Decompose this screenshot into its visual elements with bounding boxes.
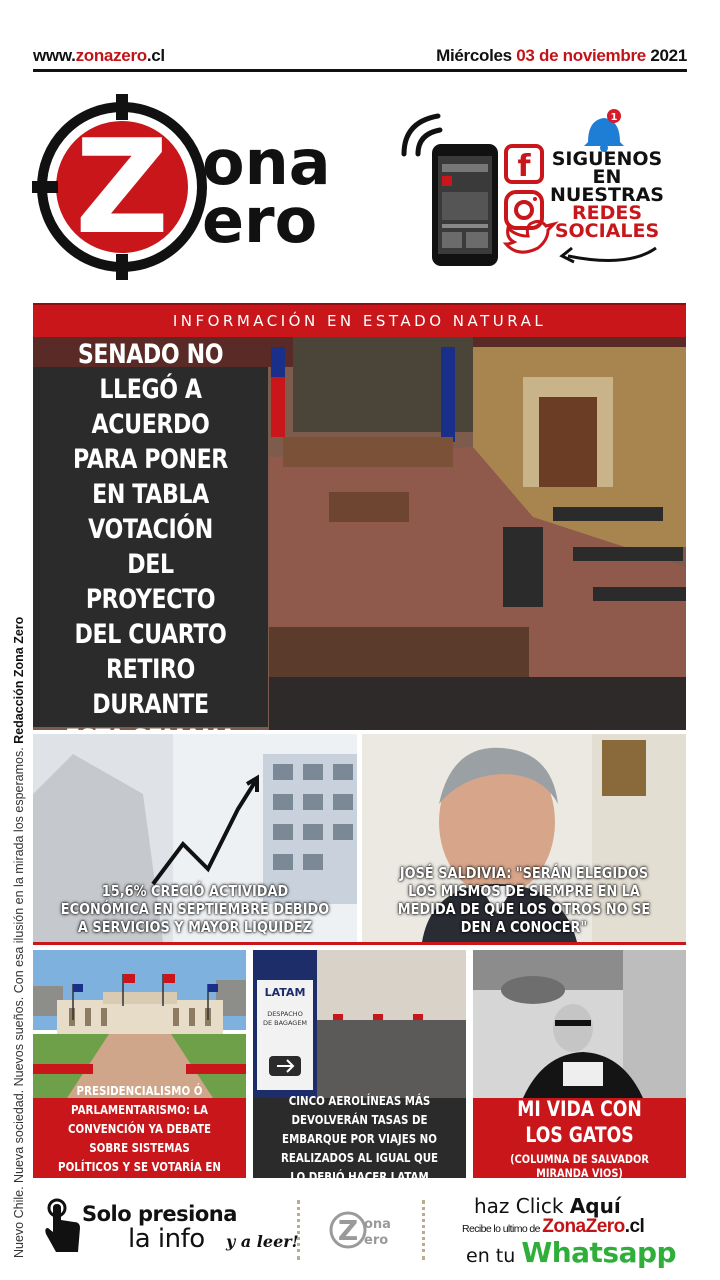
- sidebar-main-text: Nuevo Chile. Nueva sociedad. Nuevos sueños. Con esa ilusión en la mirada los esperamos.: [12, 747, 26, 1258]
- site-url[interactable]: [33, 46, 165, 66]
- vertical-sidebar-text: [12, 617, 26, 1258]
- top-bar: [33, 42, 687, 72]
- latam-sign-line2: DE BAGAGEM: [262, 1019, 308, 1027]
- mini-logo-z: Z: [337, 1214, 359, 1247]
- dotted-divider: [297, 1200, 301, 1260]
- card-presidencialismo[interactable]: [33, 950, 246, 1193]
- solo-presiona-text[interactable]: Solo presiona: [82, 1202, 237, 1226]
- hero-headline[interactable]: SENADO NO LLEGÓ A ACUERDO PARA PONER EN TABLA VOTACIÓN DEL PROYECTO DEL CUARTO RETIRO DURANTE: [73, 339, 228, 720]
- logo-text-ona: ona: [202, 126, 331, 199]
- hero-headline-box: [33, 339, 268, 727]
- social-line2: EN: [592, 166, 622, 188]
- hero-story[interactable]: [33, 337, 686, 730]
- social-promo[interactable]: [398, 108, 688, 278]
- recibe-label: Recibe lo ultimo de: [462, 1223, 540, 1235]
- en-tu-text: en tu: [466, 1245, 516, 1267]
- recibe-text: [462, 1216, 644, 1238]
- date-weekday: Miércoles: [436, 45, 512, 65]
- logo-text-ero: ero: [202, 184, 318, 257]
- story-economy[interactable]: [33, 734, 357, 942]
- whatsapp-cta[interactable]: [466, 1236, 676, 1269]
- svg-text:f: f: [517, 149, 531, 184]
- latam-sign-brand: LATAM: [264, 986, 306, 999]
- aqui-text: Aquí: [569, 1194, 621, 1218]
- arrow-icon: [568, 248, 656, 261]
- tagline-text: INFORMACIÓN EN ESTADO NATURAL: [172, 312, 547, 330]
- tagline-banner: [33, 303, 686, 337]
- saldivia-headline[interactable]: JOSÉ SALDIVIA: "SERÁN ELEGIDOS LOS MISMOS DE SIEMPRE EN LA MEDIDA DE QUE LOS OTROS NO SE DEN A CONOCER": [397, 864, 651, 936]
- site-url-name: zonazero: [75, 45, 147, 65]
- notification-count: 1: [610, 112, 618, 123]
- whatsapp-link[interactable]: Whatsapp: [521, 1236, 677, 1269]
- la-info-text[interactable]: la info: [128, 1224, 205, 1254]
- social-line3: NUESTRAS: [550, 184, 664, 206]
- sidebar-credit: Redacción Zona Zero: [12, 616, 26, 744]
- cat-man-image: [473, 950, 686, 1098]
- card-aerolineas[interactable]: [253, 950, 466, 1184]
- logo-z: Z: [74, 111, 170, 263]
- y-a-leer-text: y a leer!: [226, 1232, 299, 1251]
- hand-pointer-icon: [44, 1198, 82, 1258]
- site-url-prefix: www.: [33, 45, 76, 65]
- zonazero-brand: ZonaZero: [542, 1216, 625, 1237]
- mini-logo-ero: ero: [364, 1233, 389, 1248]
- phone-icon: [432, 144, 498, 266]
- footer: [40, 1192, 690, 1268]
- site-url-suffix: .cl: [146, 45, 165, 65]
- card-gatos[interactable]: [473, 950, 686, 1178]
- mini-zona-zero-logo[interactable]: [328, 1208, 394, 1252]
- issue-date: [436, 46, 687, 66]
- card-caption: [253, 1092, 466, 1184]
- dotted-divider: [422, 1200, 426, 1260]
- latam-sign-line1: DESPACHO: [267, 1010, 303, 1018]
- social-line1: SIGUENOS: [551, 148, 663, 170]
- social-line4: REDES: [571, 202, 643, 224]
- airport-image: [253, 950, 466, 1098]
- haz-click-prefix: haz Click: [474, 1194, 564, 1218]
- haz-click-text[interactable]: [474, 1194, 621, 1218]
- bell-icon: [584, 109, 624, 152]
- card-subtitle: (COLUMNA DE SALVADOR MIRANDA VIOS): [510, 1152, 649, 1180]
- date-day-month: 03 de noviembre: [516, 45, 646, 65]
- date-year: 2021: [650, 45, 687, 65]
- economy-headline[interactable]: 15,6% CRECIÓ ACTIVIDAD ECONÓMICA EN SEPTIEMBRE DEBIDO A SERVICIOS Y MAYOR LIQUIDEZ: [60, 882, 330, 936]
- social-line5: SOCIALES: [554, 220, 660, 242]
- zona-zero-logo[interactable]: [30, 92, 350, 282]
- la-moneda-image: [33, 950, 246, 1098]
- story-saldivia[interactable]: [362, 734, 686, 942]
- mini-logo-ona: ona: [364, 1217, 391, 1232]
- zonazero-tld: .cl: [624, 1216, 645, 1237]
- card-title[interactable]: MI VIDA CON LOS GATOS: [517, 1097, 642, 1147]
- facebook-icon[interactable]: [506, 146, 542, 184]
- card-caption: [33, 1083, 246, 1193]
- section-divider: [33, 942, 686, 945]
- card-title[interactable]: PRESIDENCIALISMO Ó PARLAMENTARISMO: LA CONVENCIÓN YA DEBATE SOBRE SISTEMAS POLÍTICOS Y SE VOTARÍA EN ENERO: [58, 1083, 221, 1193]
- card-caption: [473, 1098, 686, 1178]
- card-title[interactable]: CINCO AEROLÍNEAS MÁS DEVOLVERÁN TASAS DE EMBARQUE POR VIAJES NO REALIZADOS AL IGUAL QUE LO DEBIÓ HACER LATAM: [280, 1092, 439, 1184]
